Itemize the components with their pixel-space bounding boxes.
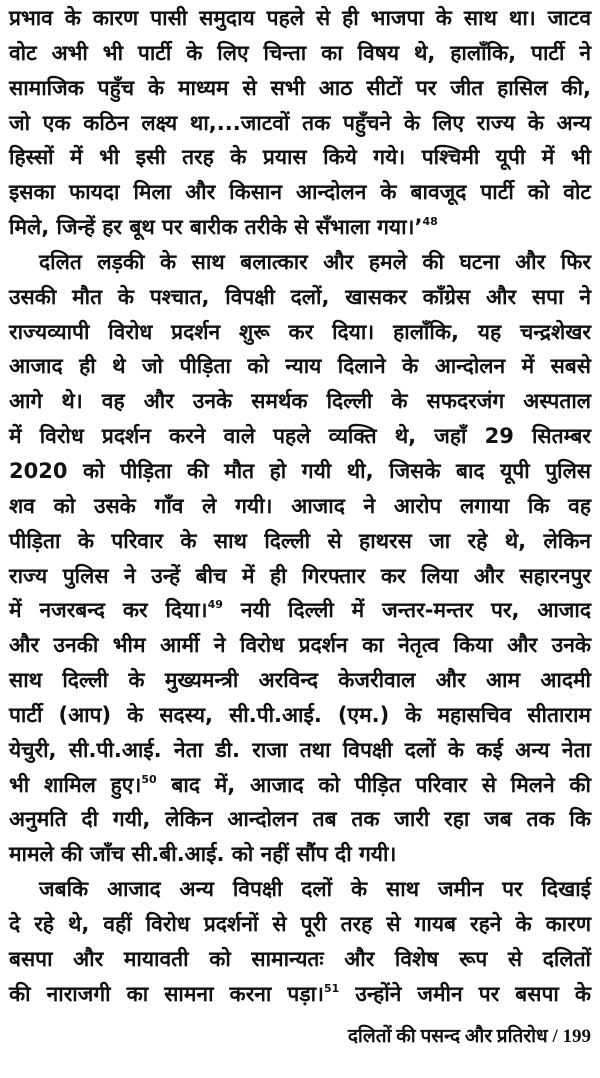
line-text: राज्यव्यापी विरोध प्रदर्शन शुरू कर दिया। हालाँकि, यह चन्द्रशेखर xyxy=(9,319,591,344)
line-text: दलित लड़की के साथ बलात्कार और हमले की घटना और फिर xyxy=(39,249,591,274)
line-text: मामले की जाँच सी.बी.आई. को नहीं सौंप दी गयी। xyxy=(9,842,397,867)
text-line xyxy=(9,628,591,663)
text-line xyxy=(9,106,591,141)
line-text-continued: बाद में, आजाद को पीड़ित परिवार से मिलने की xyxy=(156,772,591,797)
paragraph-first-line xyxy=(9,872,591,907)
line-text: अनुमति दी गयी, लेकिन आन्दोलन तब तक जारी रहा जब तक कि xyxy=(9,807,591,832)
text-line xyxy=(9,802,591,837)
text-line xyxy=(9,454,591,489)
line-text: उसकी मौत के पश्चात, विपक्षी दलों, खासकर काँग्रेस और सपा ने xyxy=(9,284,591,309)
text-line xyxy=(9,837,591,872)
line-text: और उनकी भीम आर्मी ने विरोध प्रदर्शन का नेतृत्व किया और उनके xyxy=(9,633,591,658)
text-line xyxy=(9,210,591,245)
line-text-continued: नयी दिल्ली में जन्तर-मन्तर पर, आजाद xyxy=(222,598,591,623)
text-line xyxy=(9,71,591,106)
text-line xyxy=(9,907,591,942)
text-line xyxy=(9,1,591,36)
running-footer-page-number: दलितों की पसन्द और प्रतिरोध / 199 xyxy=(347,1026,591,1047)
text-line xyxy=(9,140,591,175)
text-line xyxy=(9,280,591,315)
footnote-reference: 48 xyxy=(422,215,438,229)
line-text: जबकि आजाद अन्य विपक्षी दलों के साथ जमीन पर दिखाई xyxy=(39,877,591,902)
line-text: जो एक कठिन लक्ष्य था,...जाटवों तक पहुँचने के लिए राज्य के अन्य xyxy=(9,110,591,135)
text-line xyxy=(9,315,591,350)
line-text: में विरोध प्रदर्शन करने वाले पहले व्यक्ति थे, जहाँ 29 सितम्बर xyxy=(9,424,591,449)
text-line xyxy=(9,698,591,733)
line-text: में नजरबन्द कर दिया। xyxy=(9,598,208,623)
line-text: दे रहे थे, वहीं विरोध प्रदर्शनों से पूरी तरह से गायब रहने के कारण xyxy=(9,911,591,936)
line-text: की नाराजगी का सामना करना पड़ा। xyxy=(9,981,324,1006)
line-text: 2020 को पीड़िता की मौत हो गयी थी, जिसके बाद यूपी पुलिस xyxy=(9,458,591,483)
text-line xyxy=(9,768,591,803)
footnote-reference: 51 xyxy=(323,981,340,995)
line-text: येचुरी, सी.पी.आई. नेता डी. राजा तथा विपक्षी दलों के कई अन्य नेता xyxy=(9,737,591,762)
text-line xyxy=(9,489,591,524)
line-text: आगे थे। वह और उनके समर्थक दिल्ली के सफदरजंग अस्पताल xyxy=(9,389,591,414)
text-line xyxy=(9,977,591,1012)
line-text: पीड़िता के परिवार के साथ दिल्ली से हाथरस जा रहे थे, लेकिन xyxy=(9,528,591,553)
line-text: आजाद ही थे जो पीड़िता को न्याय दिलाने के आन्दोलन में सबसे xyxy=(9,354,591,379)
text-line xyxy=(9,663,591,698)
line-text: इसका फायदा मिला और किसान आन्दोलन के बावजूद पार्टी को वोट xyxy=(9,180,591,205)
text-line xyxy=(9,384,591,419)
line-text: प्रभाव के कारण पासी समुदाय पहले से ही भाजपा के साथ था। जाटव xyxy=(9,6,591,30)
line-text: साथ दिल्ली के मुख्यमन्त्री अरविन्द केजरीवाल और आम आदमी xyxy=(9,668,591,693)
paragraph-first-line xyxy=(9,245,591,280)
line-text: सामाजिक पहुँच के माध्यम से सभी आठ सीटों पर जीत हासिल की, xyxy=(9,75,591,100)
line-text: मिले, जिन्हें हर बूथ पर बारीक तरीके से सँभाला गया।’ xyxy=(9,215,423,240)
text-line xyxy=(9,175,591,210)
text-line xyxy=(9,733,591,768)
line-text: वोट अभी भी पार्टी के लिए चिन्ता का विषय थे, हालाँकि, पार्टी ने xyxy=(9,40,591,65)
line-text: हिस्सों में भी इसी तरह के प्रयास किये गये। पश्चिमी यूपी में भी xyxy=(9,145,591,170)
text-line xyxy=(9,36,591,71)
text-line xyxy=(9,524,591,559)
text-line xyxy=(9,419,591,454)
line-text: बसपा और मायावती को सामान्यतः और विशेष रूप से दलितों xyxy=(9,946,591,971)
line-text: पार्टी (आप) के सदस्य, सी.पी.आई. (एम.) के महासचिव सीताराम xyxy=(9,702,591,727)
line-text: राज्य पुलिस ने उन्हें बीच में ही गिरफ्तार कर लिया और सहारनपुर xyxy=(9,563,591,588)
body-text xyxy=(9,1,591,1011)
text-line xyxy=(9,942,591,977)
text-line xyxy=(9,349,591,384)
text-line xyxy=(9,559,591,594)
footnote-reference: 50 xyxy=(141,772,157,786)
line-text: शव को उसके गाँव ले गयी। आजाद ने आरोप लगाया कि वह xyxy=(9,493,591,518)
footnote-reference: 49 xyxy=(207,598,223,612)
line-text-continued: उन्होंने जमीन पर बसपा के xyxy=(339,981,591,1006)
line-text: भी शामिल हुए। xyxy=(9,772,142,797)
text-line xyxy=(9,593,591,628)
